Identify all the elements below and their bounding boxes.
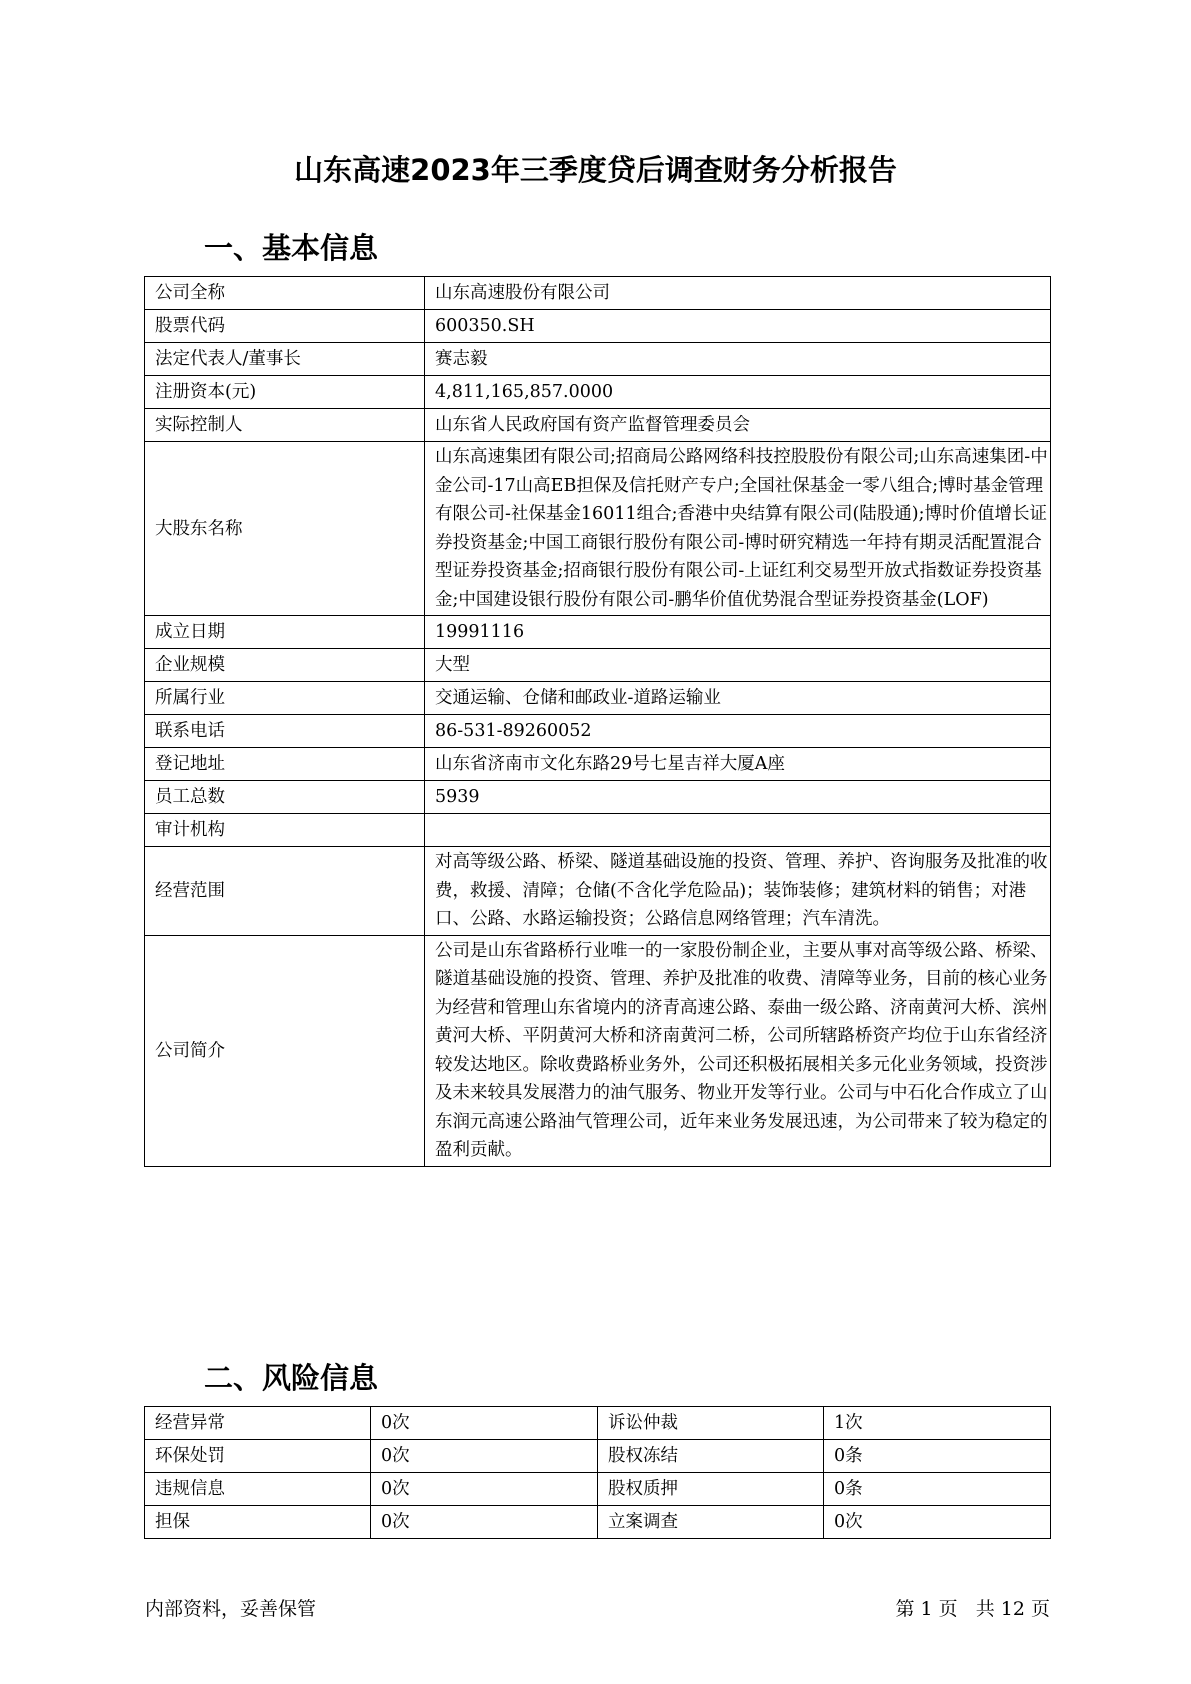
field-label: 法定代表人/董事长 [145,343,425,376]
risk-label: 环保处罚 [145,1440,371,1473]
field-value: 公司是山东省路桥行业唯一的一家股份制企业，主要从事对高等级公路、桥梁、隧道基础设施的投资、管理、养护及批准的收费、清障等业务，目前的核心业务为经营和管理山东省境内的济青高速公路、泰曲一级公路、济南黄河大桥、滨州黄河大桥、平阴黄河大桥和济南黄河二桥，公司所辖路桥资产均位于山东省经济较发达地区。除收费路桥业务外，公司还积极拓展相关多元化业务领域，投资涉及未来较具发展潜力的油气服务、物业开发等行业。公司与中石化合作成立了山东润元高速公路油气管理公司，近年来业务发展迅速，为公司带来了较为稳定的盈利贡献。 [425,935,1051,1166]
risk-value: 0条 [824,1473,1051,1506]
footer-page-number [895,1594,1050,1621]
field-value: 山东高速股份有限公司 [425,277,1051,310]
table-row [145,1407,1051,1440]
field-label: 企业规模 [145,649,425,682]
field-value: 大型 [425,649,1051,682]
field-value: 4,811,165,857.0000 [425,376,1051,409]
field-label: 注册资本(元) [145,376,425,409]
basic-info-table [144,276,1051,1167]
table-row [145,310,1051,343]
field-value: 5939 [425,781,1051,814]
table-row [145,442,1051,616]
field-label: 联系电话 [145,715,425,748]
field-label: 股票代码 [145,310,425,343]
field-label: 登记地址 [145,748,425,781]
field-label: 所属行业 [145,682,425,715]
table-row [145,616,1051,649]
table-row [145,343,1051,376]
table-row [145,649,1051,682]
risk-label: 担保 [145,1506,371,1539]
table-row [145,1440,1051,1473]
document-title: 山东高速2023年三季度贷后调查财务分析报告 [294,153,897,187]
field-label: 公司全称 [145,277,425,310]
risk-label: 股权质押 [598,1473,824,1506]
section-heading-risk-info: 二、风险信息 [204,1361,379,1395]
field-label: 审计机构 [145,814,425,847]
table-row [145,1473,1051,1506]
table-row [145,847,1051,936]
risk-value: 0次 [371,1473,598,1506]
field-value: 600350.SH [425,310,1051,343]
risk-value: 0次 [371,1440,598,1473]
field-value: 山东省济南市文化东路29号七星吉祥大厦A座 [425,748,1051,781]
risk-value: 0次 [371,1407,598,1440]
table-row [145,935,1051,1166]
risk-label: 股权冻结 [598,1440,824,1473]
field-value: 山东高速集团有限公司;招商局公路网络科技控股股份有限公司;山东高速集团-中金公司-17山高EB担保及信托财产专户;全国社保基金一零八组合;博时基金管理有限公司-社保基金16011组合;香港中央结算有限公司(陆股通);博时价值增长证券投资基金;中国工商银行股份有限公司-博时研究精选一年持有期灵活配置混合型证券投资基金;招商银行股份有限公司-上证红利交易型开放式指数证券投资基金;中国建设银行股份有限公司-鹏华价值优势混合型证券投资基金(LOF) [425,442,1051,616]
table-row [145,682,1051,715]
risk-label: 违规信息 [145,1473,371,1506]
field-value: 19991116 [425,616,1051,649]
risk-value: 0次 [824,1506,1051,1539]
field-value: 交通运输、仓储和邮政业-道路运输业 [425,682,1051,715]
table-row [145,1506,1051,1539]
section-heading-basic-info: 一、基本信息 [204,231,379,265]
risk-value: 0条 [824,1440,1051,1473]
field-label: 实际控制人 [145,409,425,442]
field-value: 赛志毅 [425,343,1051,376]
field-value: 山东省人民政府国有资产监督管理委员会 [425,409,1051,442]
risk-value: 0次 [371,1506,598,1539]
table-row [145,781,1051,814]
total-pages: 共 12 页 [975,1598,1050,1620]
table-row [145,715,1051,748]
table-row [145,277,1051,310]
table-row [145,409,1051,442]
table-row [145,376,1051,409]
footer-confidential-note: 内部资料，妥善保管 [145,1598,317,1620]
field-value: 对高等级公路、桥梁、隧道基础设施的投资、管理、养护、咨询服务及批准的收费，救援、清障；仓储(不含化学危险品)；装饰装修；建筑材料的销售；对港口、公路、水路运输投资；公路信息网络管理；汽车清洗。 [425,847,1051,936]
table-row [145,748,1051,781]
risk-label: 经营异常 [145,1407,371,1440]
risk-value: 1次 [824,1407,1051,1440]
current-page: 第 1 页 [895,1598,958,1620]
field-label: 成立日期 [145,616,425,649]
field-label: 公司简介 [145,935,425,1166]
risk-label: 诉讼仲裁 [598,1407,824,1440]
risk-info-table [144,1406,1051,1539]
field-label: 大股东名称 [145,442,425,616]
table-row [145,814,1051,847]
field-value: 86-531-89260052 [425,715,1051,748]
field-label: 经营范围 [145,847,425,936]
field-value [425,814,1051,847]
field-label: 员工总数 [145,781,425,814]
risk-label: 立案调查 [598,1506,824,1539]
